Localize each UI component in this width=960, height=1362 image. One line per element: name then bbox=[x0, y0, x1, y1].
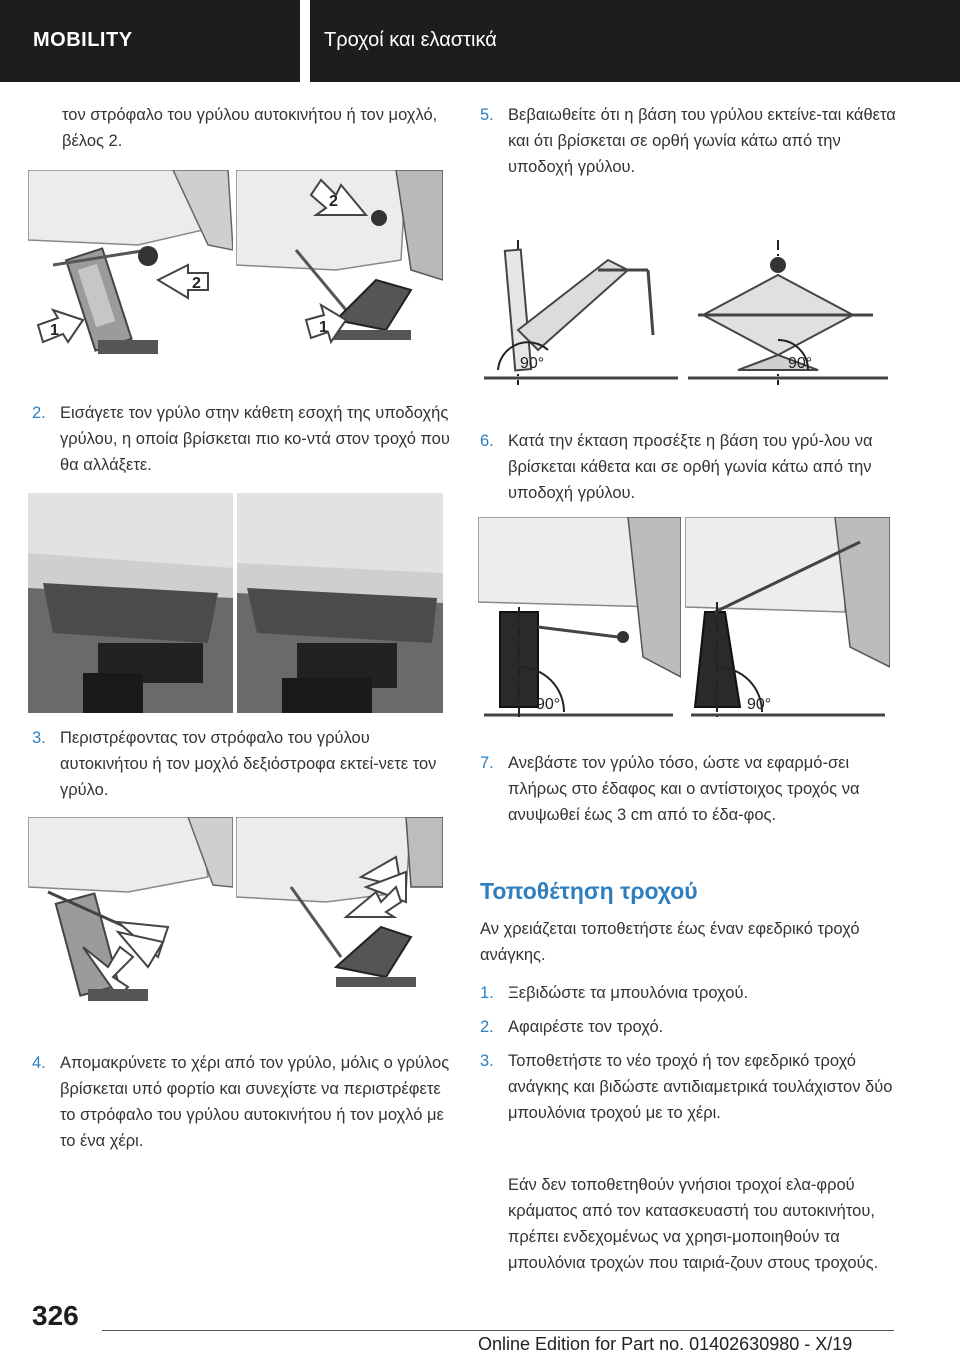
left-step-4 bbox=[32, 1050, 452, 1154]
section-intro bbox=[480, 916, 900, 968]
step-number: 2. bbox=[32, 404, 46, 422]
arrow-1-label: 1 bbox=[50, 322, 59, 339]
figure-crank-right bbox=[236, 817, 443, 1007]
step-text: Ξεβιδώστε τα μπουλόνια τροχού. bbox=[508, 984, 749, 1002]
step-text: Κατά την έκταση προσέξτε η βάση του γρύ-λου να βρίσκεται κάθετα και σε ορθή γωνία κάτω από την υποδοχή γρύλου. bbox=[508, 432, 873, 502]
step-number: 4. bbox=[32, 1054, 46, 1072]
step-text: Τοποθετήστε το νέο τροχό ή τον εφεδρικό τροχό ανάγκης και βιδώστε αντιδιαμετρικά τουλάχιστον δύο μπουλόνια τροχού με το χέρι. bbox=[508, 1052, 893, 1122]
step-text: Εισάγετε τον γρύλο στην κάθετη εσοχή της υποδοχής γρύλου, η οποία βρίσκεται πιο κο-ντά στον τροχό που θα αλλάξετε. bbox=[60, 404, 450, 474]
left-step-2 bbox=[32, 400, 452, 478]
figure-jack-under-car-right bbox=[685, 517, 890, 722]
note-text: Εάν δεν τοποθετηθούν γνήσιοι τροχοί ελα-φρού κράματος από τον κατασκευαστή του αυτοκινήτου, πρέπει ενδεχομένως να χρησι-μοποιηθούν τα μπουλόνια τροχών που ταιριά-ζουν στους τροχούς. bbox=[508, 1176, 879, 1272]
angle-label-left: 90° bbox=[520, 355, 545, 372]
note-paragraph bbox=[508, 1172, 900, 1276]
photo-jack-point-left bbox=[28, 493, 233, 713]
footer-divider bbox=[102, 1330, 894, 1331]
left-step-3 bbox=[32, 725, 452, 803]
step-number: 3. bbox=[32, 729, 46, 747]
page-number: 326 bbox=[32, 1300, 79, 1331]
right-step-6 bbox=[480, 428, 900, 506]
arrow-1-label-b: 1 bbox=[319, 319, 328, 336]
header-section-label: MOBILITY bbox=[33, 29, 133, 51]
list-item bbox=[480, 1014, 900, 1040]
angle-label-e-left: 90° bbox=[536, 696, 561, 713]
step-text: Ανεβάστε τον γρύλο τόσο, ώστε να εφαρμό-σει πλήρως στο έδαφος και ο αντίστοιχος τροχός να ανυψωθεί έως 3 cm από το έδα-φος. bbox=[508, 754, 860, 824]
figure-jack-insert-right bbox=[236, 170, 443, 360]
photo-jack-point-right bbox=[237, 493, 443, 713]
list-item bbox=[480, 980, 900, 1006]
figure-jack-under-car-left bbox=[478, 517, 681, 722]
step-number: 3. bbox=[480, 1052, 494, 1070]
figure-jack-insert-left bbox=[28, 170, 233, 360]
angle-label-right: 90° bbox=[788, 355, 813, 372]
header-chapter-bar bbox=[310, 0, 960, 82]
step-text: Απομακρύνετε το χέρι από τον γρύλο, μόλις ο γρύλος βρίσκεται υπό φορτίο και συνεχίστε να περιστρέφετε το στρόφαλο του γρύλου αυτοκινήτου ή τον μοχλό με το ένα χέρι. bbox=[60, 1054, 450, 1150]
step-text: Περιστρέφοντας τον στρόφαλο του γρύλου αυτοκινήτου ή τον μοχλό δεξιόστροφα εκτεί-νετε τον γρύλο. bbox=[60, 729, 437, 799]
intro-text: τον στρόφαλο του γρύλου αυτοκινήτου ή τον μοχλό, βέλος 2. bbox=[62, 106, 438, 150]
step-number: 7. bbox=[480, 754, 494, 772]
step-number: 5. bbox=[480, 106, 494, 124]
list-item bbox=[480, 1048, 900, 1126]
step-number: 2. bbox=[480, 1018, 494, 1036]
header-section-tab bbox=[0, 0, 300, 82]
right-step-7 bbox=[480, 750, 900, 828]
figure-crank-left bbox=[28, 817, 233, 1007]
steps-b-list bbox=[480, 980, 900, 1126]
arrow-2-label-b: 2 bbox=[329, 193, 338, 210]
section-intro-text: Αν χρειάζεται τοποθετήστε έως έναν εφεδρικό τροχό ανάγκης. bbox=[480, 920, 860, 964]
right-step-5 bbox=[480, 102, 900, 180]
angle-label-e-right: 90° bbox=[747, 696, 772, 713]
header-chapter-label: Τροχοί και ελαστικά bbox=[324, 29, 497, 51]
arrow-2-label: 2 bbox=[192, 275, 201, 292]
figure-jack-90deg-diagram bbox=[478, 230, 893, 390]
step-number: 6. bbox=[480, 432, 494, 450]
section-heading: Τοποθέτηση τροχού bbox=[480, 878, 698, 904]
step-text: Αφαιρέστε τον τροχό. bbox=[508, 1018, 664, 1036]
left-intro bbox=[62, 102, 452, 154]
step-number: 1. bbox=[480, 984, 494, 1002]
step-text: Βεβαιωθείτε ότι η βάση του γρύλου εκτείνε-ται κάθετα και ότι βρίσκεται σε ορθή γωνία κάτω από την υποδοχή γρύλου. bbox=[508, 106, 896, 176]
footer-edition: Online Edition for Part no. 01402630980 - X/19 bbox=[478, 1334, 853, 1354]
